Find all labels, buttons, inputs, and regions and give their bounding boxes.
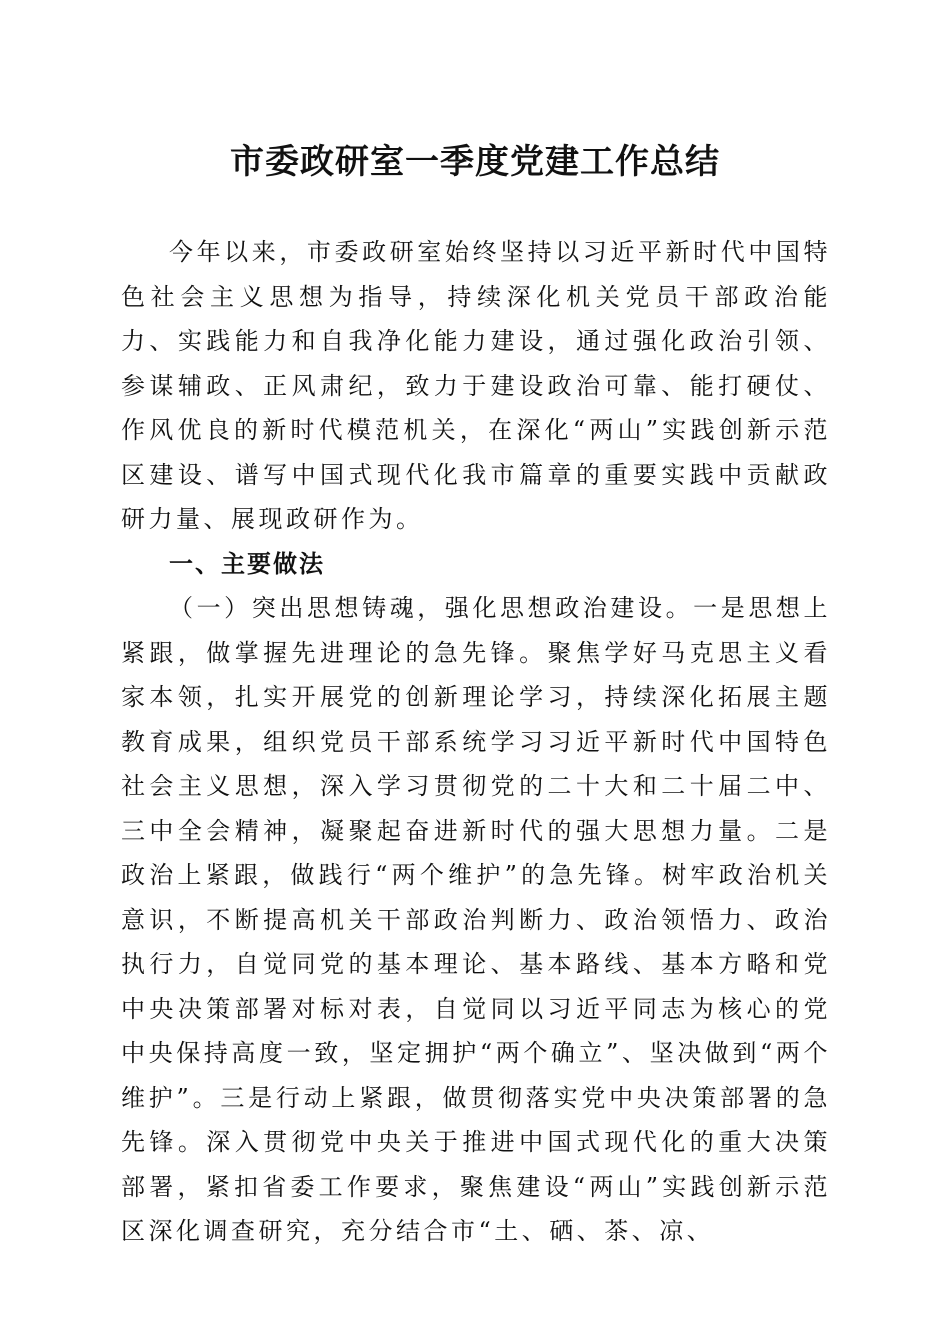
intro-paragraph: 今年以来，市委政研室始终坚持以习近平新时代中国特色社会主义思想为指导，持续深化机关党员干部政治能力、实践能力和自我净化能力建设，通过强化政治引领、参谋辅政、正风肃纪，致力于建设政治可靠、能打硬仗、作风优良的新时代模范机关，在深化“两山”实践创新示范区建设、谱写中国式现代化我市篇章的重要实践中贡献政研力量、展现政研作为。 xyxy=(121,238,831,533)
section-paragraph-ideological-building: （一）突出思想铸魂，强化思想政治建设。一是思想上紧跟，做掌握先进理论的急先锋。聚焦学好马克思主义看家本领，扎实开展党的创新理论学习，持续深化拓展主题教育成果，组织党员干部系统学习习近平新时代中国特色社会主义思想，深入学习贯彻党的二十大和二十届二中、三中全会精神，凝聚起奋进新时代的强大思想力量。二是政治上紧跟，做践行“两个维护”的急先锋。树牢政治机关意识，不断提高机关干部政治判断力、政治领悟力、政治执行力，自觉同党的基本理论、基本路线、基本方略和党中央决策部署对标对表，自觉同以习近平同志为核心的党中央保持高度一致，坚定拥护“两个确立”、坚决做到“两个维护”。三是行动上紧跟，做贯彻落实党中央决策部署的急先锋。深入贯彻党中央关于推进中国式现代化的重大决策部署，紧扣省委工作要求，聚焦建设“两山”实践创新示范区深化调查研究，充分结合市“土、硒、茶、凉、 xyxy=(121,594,831,1245)
document-title: 市委政研室一季度党建工作总结 xyxy=(230,142,720,182)
section-heading-main-practices: 一、主要做法 xyxy=(169,549,325,578)
document-body xyxy=(121,230,831,1254)
